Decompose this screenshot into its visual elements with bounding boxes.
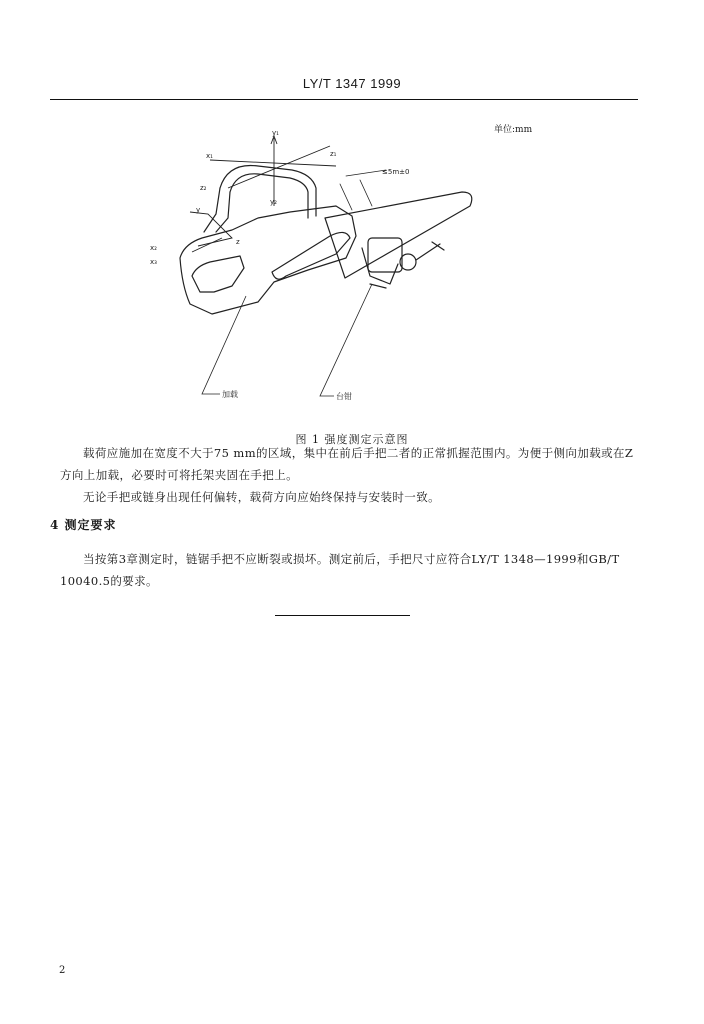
axis-label-x1: x₁ xyxy=(206,152,213,160)
callout-bench xyxy=(320,284,372,396)
axis-label-x2: x₂ xyxy=(150,244,157,252)
paragraph-test-requirements: 当按第3章测定时，链锯手把不应断裂或损坏。测定前后，手把尺寸应符合LY/T 1348—1999和GB/T 10040.5的要求。 xyxy=(60,552,620,588)
chain-cover xyxy=(272,232,350,279)
section-4-title: 4 测定要求 xyxy=(50,518,117,532)
callout-load-label: 加载 xyxy=(222,390,238,399)
axis-label-z2: z₂ xyxy=(200,184,207,192)
unit-note: 单位:mm xyxy=(494,125,533,135)
axis-z1 xyxy=(228,146,330,188)
axis-x1 xyxy=(210,160,336,166)
axis-label-y1: y₁ xyxy=(272,129,279,137)
page-number: 2 xyxy=(59,965,66,976)
axis-label-z1: z₁ xyxy=(330,150,337,158)
front-handle xyxy=(220,165,316,216)
paragraph-load-application: 载荷应施加在宽度不大于75 mm的区域，集中在前后手把二者的正常抓握范围内。为便于侧向加载或在Z方向上加载，必要时可将托架夹固在手把上。 xyxy=(60,446,634,482)
vice-lever xyxy=(370,284,386,288)
strength-test-figure xyxy=(140,126,570,416)
rear-handle-window xyxy=(192,256,244,292)
vice-screw xyxy=(416,242,444,260)
end-rule xyxy=(275,615,410,616)
guide-bar xyxy=(325,192,472,278)
header-rule xyxy=(50,99,638,100)
axis-label-y: y xyxy=(196,206,201,214)
dimension-label: ≤5m±0 xyxy=(382,168,410,176)
paragraph-load-direction: 无论手把或链身出现任何偏转，载荷方向应始终保持与安装时一致。 xyxy=(83,490,440,504)
saw-body xyxy=(180,206,356,314)
axis-label-z: z xyxy=(236,238,240,246)
standard-code-header: LY/T 1347 1999 xyxy=(302,76,402,91)
dimension-line xyxy=(340,170,386,210)
chainsaw-diagram xyxy=(140,126,570,416)
handle-left-leg xyxy=(204,188,220,232)
callout-bench-label: 台钳 xyxy=(336,392,352,401)
axis-label-x3: x₃ xyxy=(150,258,157,266)
axis-label-y2: y₂ xyxy=(270,198,277,206)
figure-caption: 图 1 强度测定示意图 xyxy=(295,433,409,446)
